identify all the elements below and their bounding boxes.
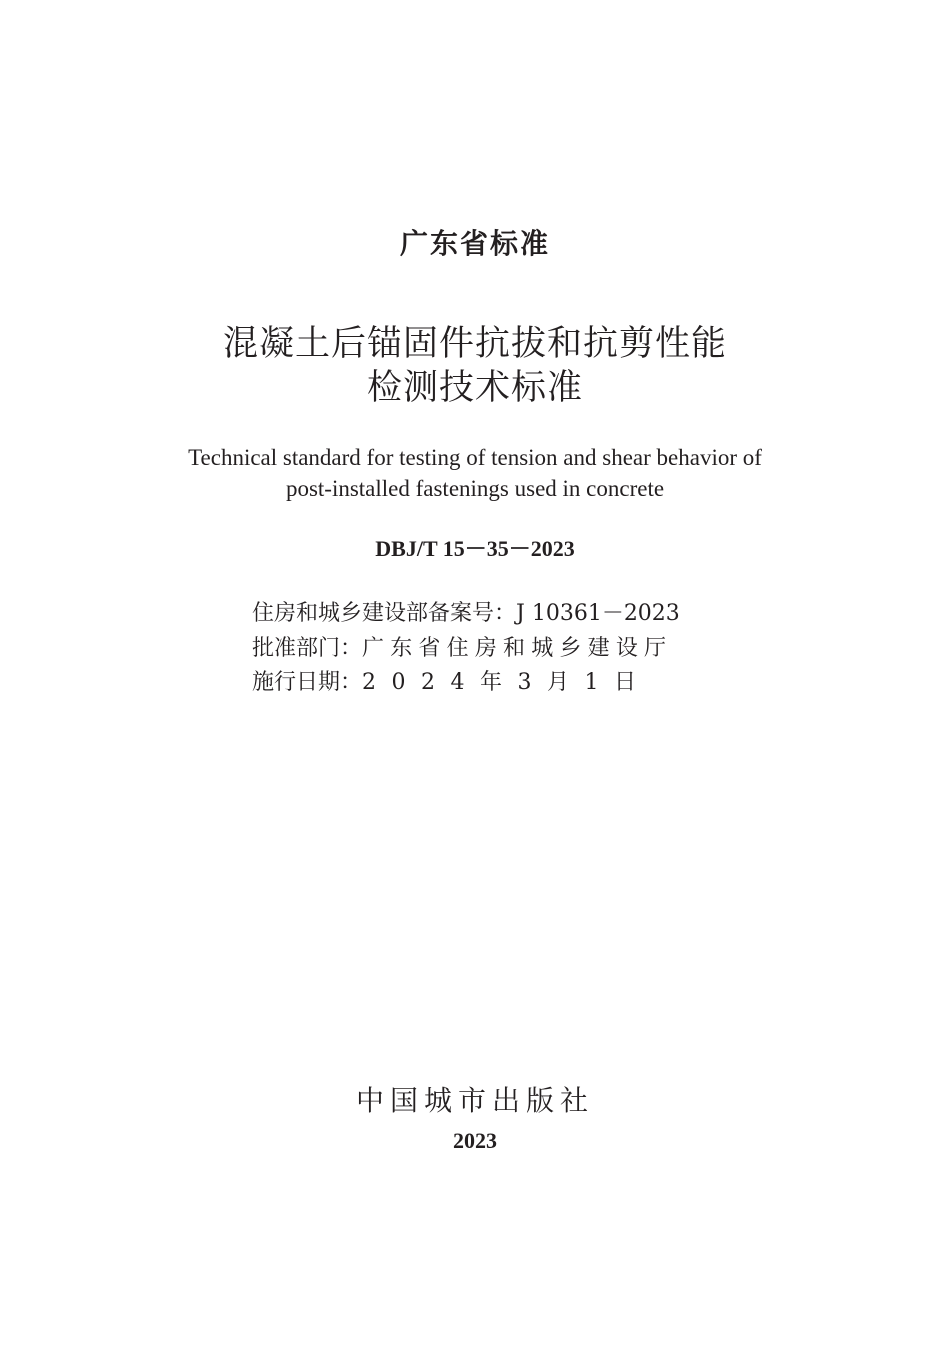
filing-number-value: J 10361－2023	[516, 601, 680, 626]
english-title	[0, 442, 950, 504]
filing-number-row	[252, 597, 680, 632]
chinese-title	[0, 322, 950, 410]
approval-department-value: 广东省住房和城乡建设厅	[362, 635, 673, 661]
approval-department-row	[252, 632, 680, 667]
english-title-line-1: Technical standard for testing of tension and shear behavior of	[188, 445, 762, 470]
publisher-name: 中国城市出版社	[355, 1084, 594, 1117]
chinese-title-line-2: 检测技术标准	[366, 368, 583, 408]
standard-metadata	[252, 597, 680, 701]
effective-date-label: 施行日期：	[252, 670, 363, 695]
english-title-line-2: post-installed fastenings used in concrete	[285, 476, 665, 501]
standard-series: 广东省标准	[399, 227, 550, 260]
effective-date-row	[252, 666, 680, 701]
chinese-title-line-1: 混凝土后锚固件抗拔和抗剪性能	[222, 324, 727, 364]
publication-year: 2023	[453, 1128, 497, 1153]
standard-code: DBJ/T 15－35－2023	[375, 536, 575, 561]
approval-department-label: 批准部门：	[252, 635, 363, 661]
filing-number-label: 住房和城乡建设部备案号：	[252, 601, 517, 626]
effective-date-value: 2024年3月1日	[362, 670, 652, 695]
